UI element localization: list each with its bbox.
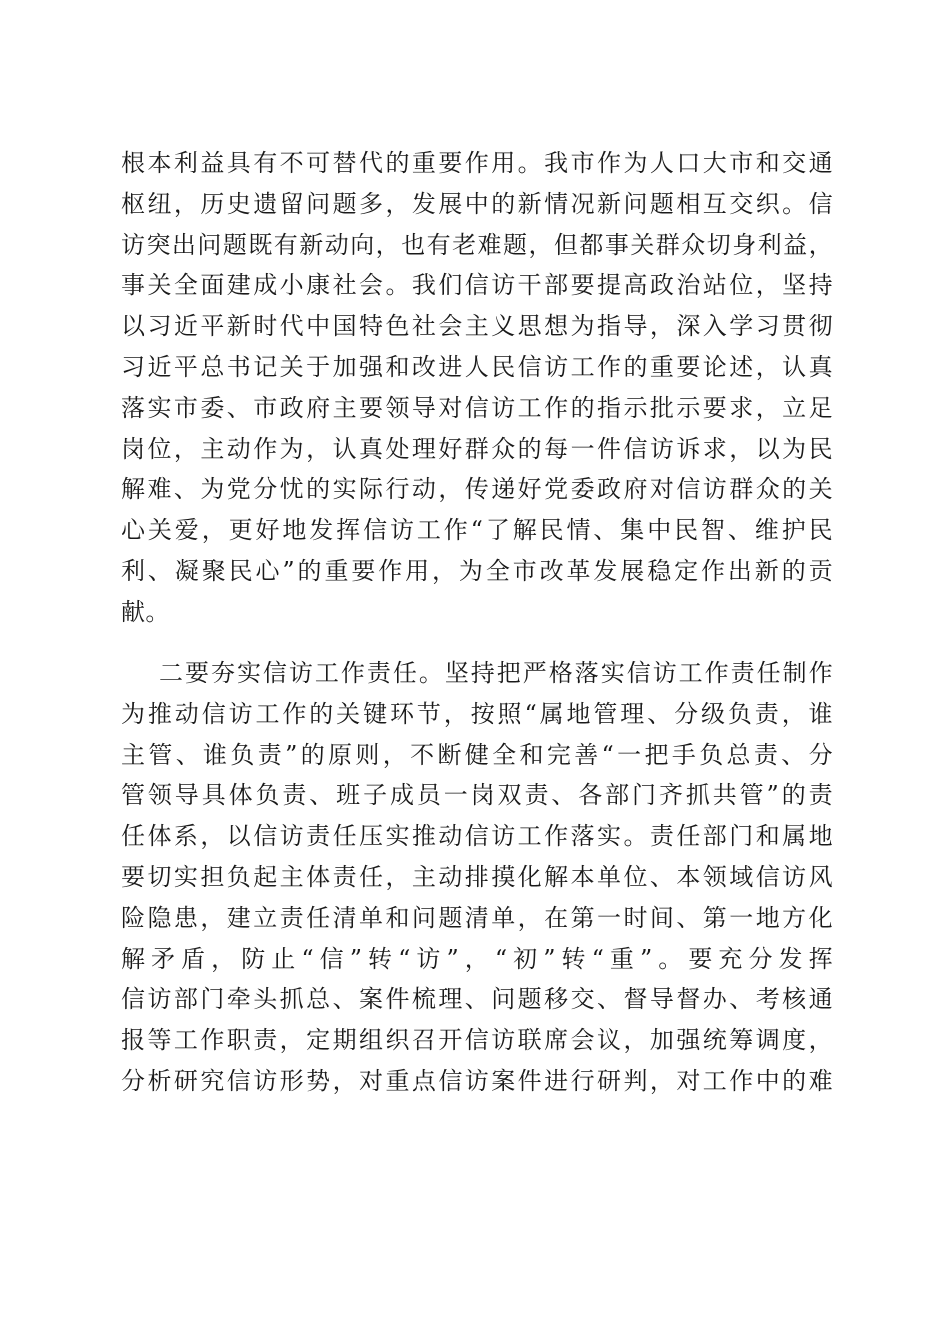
paragraph-2 — [121, 653, 833, 1102]
paragraph-line: 解难、为党分忧的实际行动，传递好党委政府对信访群众的关 — [121, 475, 833, 504]
paragraph-line: 分析研究信访形势，对重点信访案件进行研判，对工作中的难 — [121, 1066, 833, 1095]
paragraph-line: 习近平总书记关于加强和改进人民信访工作的重要论述，认真 — [121, 352, 833, 381]
paragraph-line: 信访部门牵头抓总、案件梳理、问题移交、督导督办、考核通 — [121, 985, 833, 1014]
paragraph-line: 岗位，主动作为，认真处理好群众的每一件信访诉求，以为民 — [121, 434, 833, 463]
paragraph-line: 枢纽，历史遗留问题多，发展中的新情况新问题相互交织。信 — [121, 189, 833, 218]
paragraph-line: 心关爱，更好地发挥信访工作“了解民情、集中民智、维护民 — [121, 516, 833, 545]
paragraph-line: 献。 — [121, 597, 170, 626]
paragraph-line: 根本利益具有不可替代的重要作用。我市作为人口大市和交通 — [121, 149, 833, 177]
paragraph-line: 访突出问题既有新动向，也有老难题，但都事关群众切身利益， — [121, 230, 833, 259]
paragraph-line: 主管、谁负责”的原则，不断健全和完善“一把手负总责、分 — [121, 740, 833, 769]
paragraph-line: 要切实担负起主体责任，主动排摸化解本单位、本领域信访风 — [121, 862, 833, 891]
paragraph-line: 管领导具体负责、班子成员一岗双责、各部门齐抓共管”的责 — [121, 781, 833, 810]
paragraph-line: 险隐患，建立责任清单和问题清单，在第一时间、第一地方化 — [121, 903, 833, 932]
paragraph-line: 任体系，以信访责任压实推动信访工作落实。责任部门和属地 — [121, 822, 833, 851]
paragraph-line: 利、凝聚民心”的重要作用，为全市改革发展稳定作出新的贡 — [121, 556, 833, 585]
paragraph-line: 落实市委、市政府主要领导对信访工作的指示批示要求，立足 — [121, 393, 833, 422]
paragraph-line: 报等工作职责，定期组织召开信访联席会议，加强统筹调度， — [121, 1026, 833, 1055]
paragraph-line: 解矛盾，防止“信”转“访”，“初”转“重”。要充分发挥 — [121, 944, 833, 973]
paragraph-line: 以习近平新时代中国特色社会主义思想为指导，深入学习贯彻 — [121, 312, 833, 341]
paragraph-1 — [121, 143, 833, 633]
paragraph-line: 为推动信访工作的关键环节，按照“属地管理、分级负责，谁 — [121, 699, 833, 728]
paragraph-line: 二要夯实信访工作责任。坚持把严格落实信访工作责任制作 — [159, 659, 833, 687]
paragraph-line: 事关全面建成小康社会。我们信访干部要提高政治站位，坚持 — [121, 271, 833, 300]
